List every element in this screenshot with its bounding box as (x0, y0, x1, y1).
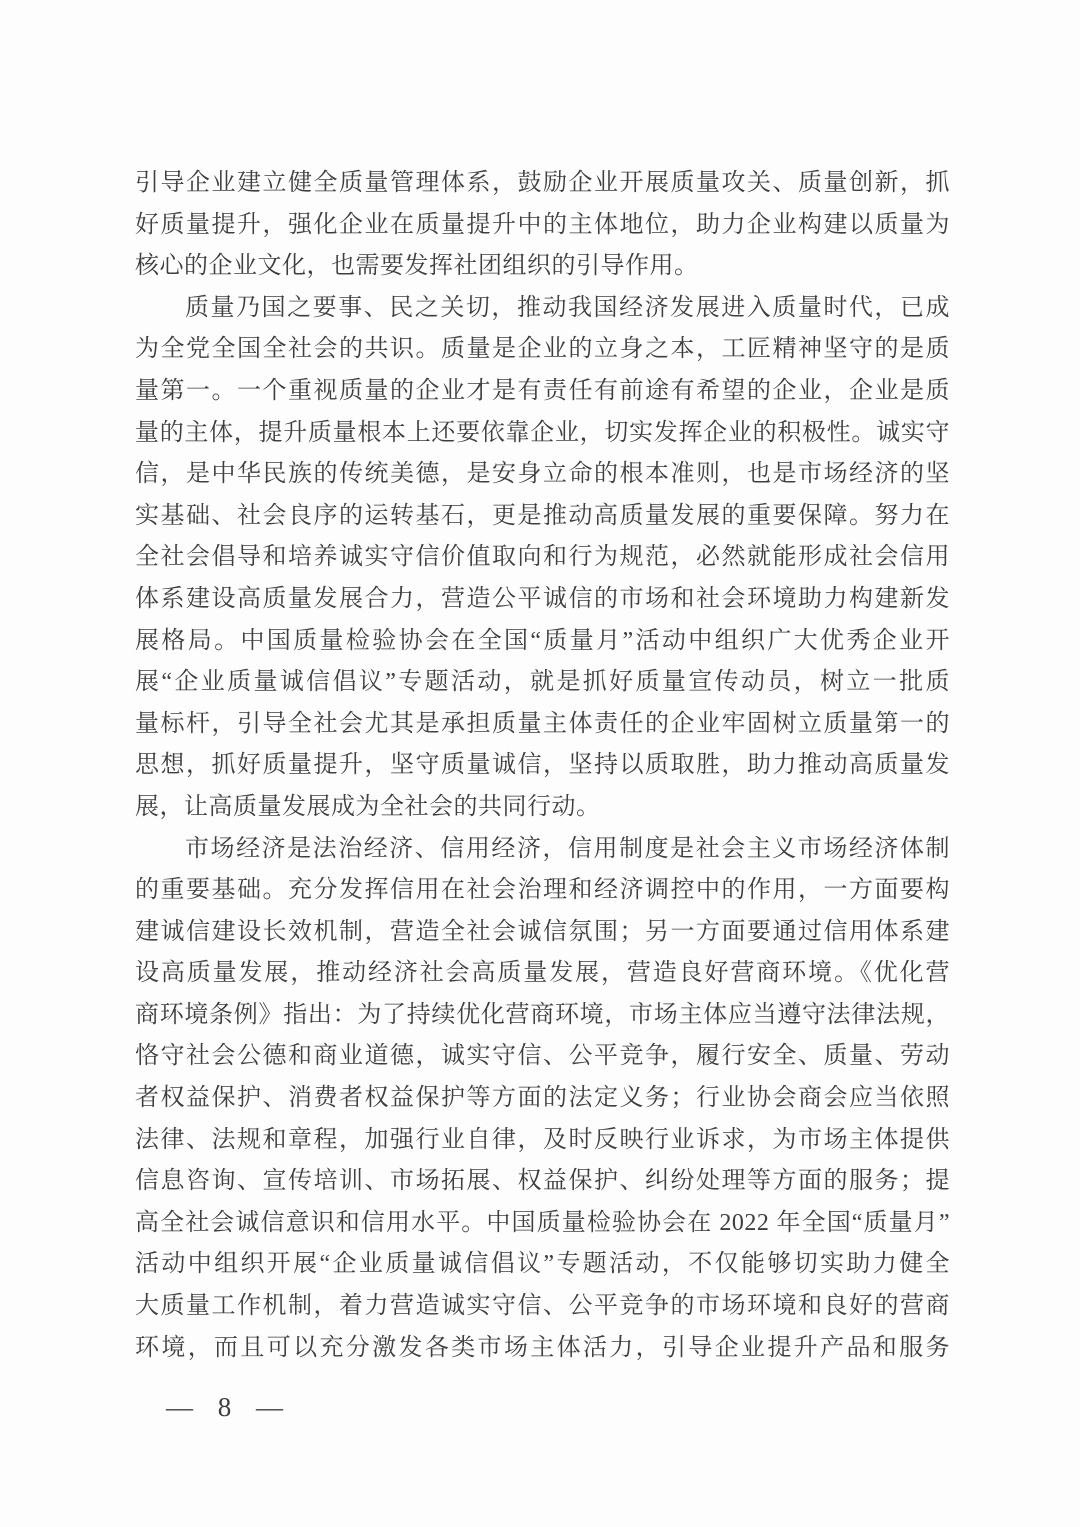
page-footer (166, 1392, 292, 1423)
text-line: 思想，抓好质量提升，坚守质量诚信，坚持以质取胜，助力推动高质量发 (135, 752, 950, 779)
text-line: 信息咨询、宣传培训、市场拓展、权益保护、纠纷处理等方面的服务；提 (135, 1168, 950, 1195)
text-line: 实基础、社会良序的运转基石，更是推动高质量发展的重要保障。努力在 (135, 502, 950, 529)
text-line: 者权益保护、消费者权益保护等方面的法定义务；行业协会商会应当依照 (135, 1085, 950, 1112)
text-line: 大质量工作机制，着力营造诚实守信、公平竞争的市场环境和良好的营商 (135, 1293, 950, 1320)
document-body (135, 163, 950, 1369)
text-line: 商环境条例》指出：为了持续优化营商环境，市场主体应当遵守法律法规， (135, 1001, 950, 1028)
text-line: 好质量提升，强化企业在质量提升中的主体地位，助力企业构建以质量为 (135, 211, 950, 238)
text-line: 展，让高质量发展成为全社会的共同行动。 (135, 793, 601, 820)
text-line: 量第一。一个重视质量的企业才是有责任有前途有希望的企业，企业是质 (135, 377, 950, 404)
text-line: 质量乃国之要事、民之关切，推动我国经济发展进入质量时代，已成 (185, 294, 950, 321)
text-line: 引导企业建立健全质量管理体系，鼓励企业开展质量攻关、质量创新，抓 (135, 170, 950, 196)
text-line: 量标杆，引导全社会尤其是承担质量主体责任的企业牢固树立质量第一的 (135, 710, 950, 737)
text-line: 设高质量发展，推动经济社会高质量发展，营造良好营商环境。《优化营 (135, 960, 950, 987)
text-line: 体系建设高质量发展合力，营造公平诚信的市场和社会环境助力构建新发 (135, 585, 950, 612)
text-line: 为全党全国全社会的共识。质量是企业的立身之本，工匠精神坚守的是质 (135, 336, 950, 363)
text-line: 活动中组织开展“企业质量诚信倡议”专题活动，不仅能够切实助力健全 (135, 1251, 950, 1278)
page-number: — 8 — (166, 1392, 292, 1422)
paragraph-3 (135, 829, 950, 1370)
text-line: 高全社会诚信意识和信用水平。中国质量检验协会在 2022 年全国“质量月” (135, 1209, 950, 1236)
text-line: 信，是中华民族的传统美德，是安身立命的根本准则，也是市场经济的坚 (135, 461, 950, 488)
text-line: 核心的企业文化，也需要发挥社团组织的引导作用。 (135, 253, 699, 280)
text-line: 的重要基础。充分发挥信用在社会治理和经济调控中的作用，一方面要构 (135, 877, 950, 904)
text-line: 全社会倡导和培养诚实守信价值取向和行为规范，必然就能形成社会信用 (135, 544, 950, 571)
text-line: 展“企业质量诚信倡议”专题活动，就是抓好质量宣传动员，树立一批质 (135, 669, 950, 696)
text-line: 法律、法规和章程，加强行业自律，及时反映行业诉求，为市场主体提供 (135, 1126, 950, 1153)
paragraph-1 (135, 163, 950, 288)
text-line: 市场经济是法治经济、信用经济，信用制度是社会主义市场经济体制 (185, 835, 950, 862)
text-line: 展格局。中国质量检验协会在全国“质量月”活动中组织广大优秀企业开 (135, 627, 950, 654)
text-line: 恪守社会公德和商业道德，诚实守信、公平竞争，履行安全、质量、劳动 (135, 1043, 950, 1070)
text-line: 环境，而且可以充分激发各类市场主体活力，引导企业提升产品和服务 (135, 1334, 950, 1361)
paragraph-2 (135, 288, 950, 829)
text-line: 建诚信建设长效机制，营造全社会诚信氛围；另一方面要通过信用体系建 (135, 918, 950, 945)
text-line: 量的主体，提升质量根本上还要依靠企业，切实发挥企业的积极性。诚实守 (135, 419, 950, 446)
